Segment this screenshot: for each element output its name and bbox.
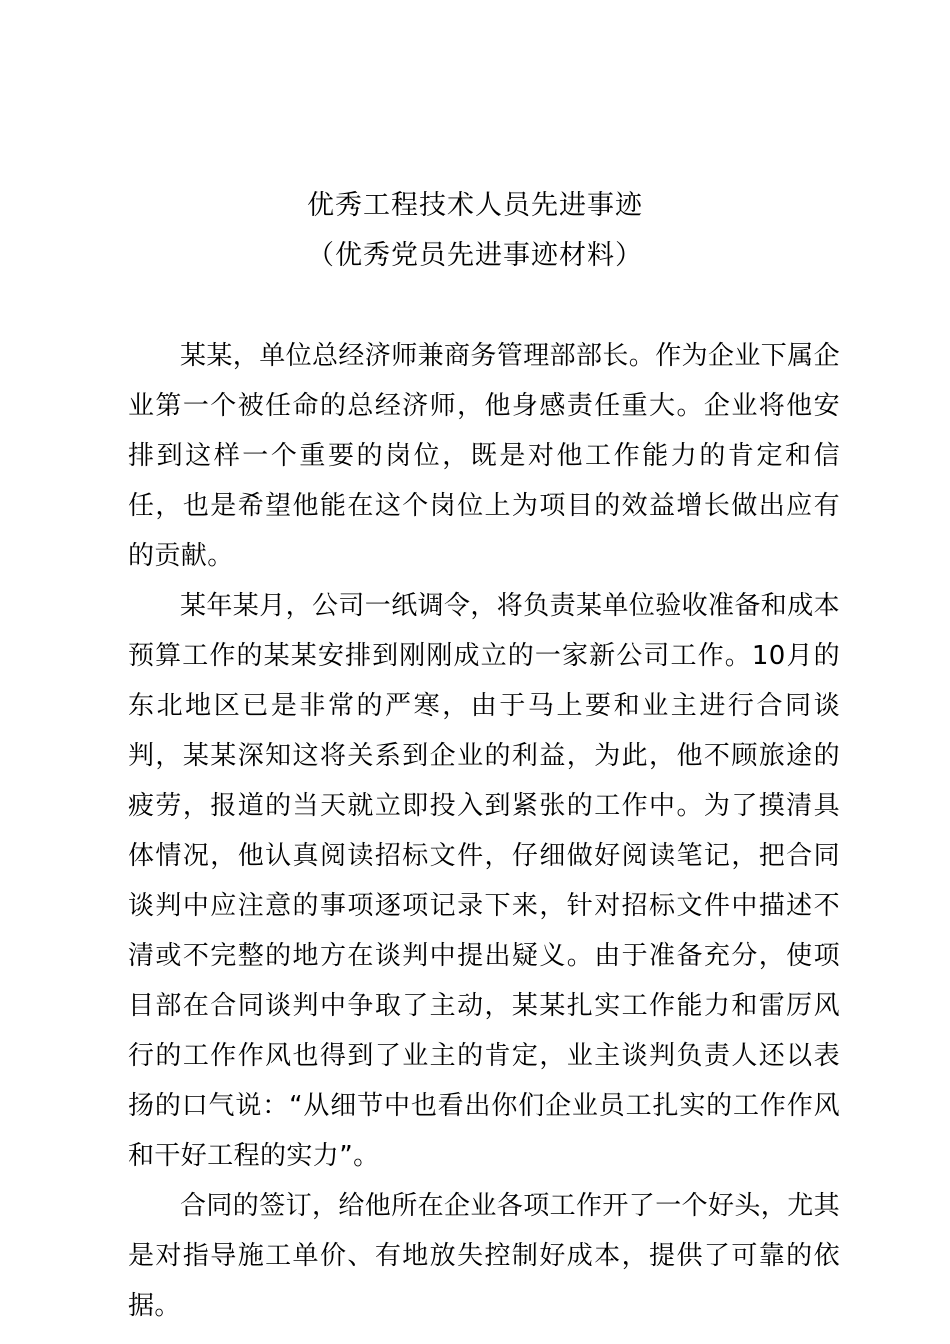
paragraph: 某年某月，公司一纸调令，将负责某单位验收准备和成本预算工作的某某安排到刚刚成立的一家新公司工作。10月的东北地区已是非常的严寒，由于马上要和业主进行合同谈判，某某深知这将关系到企业的利益，为此，他不顾旅途的疲劳，报道的当天就立即投入到紧张的工作中。为了摸清具体情况，他认真阅读招标文件，仔细做好阅读笔记，把合同谈判中应注意的事项逐项记录下来，针对招标文件中描述不清或不完整的地方在谈判中提出疑义。由于准备充分，使项目部在合同谈判中争取了主动，某某扎实工作能力和雷厉风行的工作作风也得到了业主的肯定，业主谈判负责人还以表扬的口气说：“从细节中也看出你们企业员工扎实的工作作风和干好工程的实力”。 <box>128 591 841 1171</box>
document-title: 优秀工程技术人员先进事迹 <box>307 190 643 221</box>
paragraph: 某某，单位总经济师兼商务管理部部长。作为企业下属企业第一个被任命的总经济师，他身感责任重大。企业将他安排到这样一个重要的岗位，既是对他工作能力的肯定和信任，也是希望他能在这个岗位上为项目的效益增长做出应有的贡献。 <box>128 341 841 571</box>
document-subtitle: （优秀党员先进事迹材料） <box>307 240 643 271</box>
document-body <box>128 331 840 1331</box>
paragraph: 合同的签订，给他所在企业各项工作开了一个好头，尤其是对指导施工单价、有地放失控制好成本，提供了可靠的依据。 <box>128 1191 841 1321</box>
